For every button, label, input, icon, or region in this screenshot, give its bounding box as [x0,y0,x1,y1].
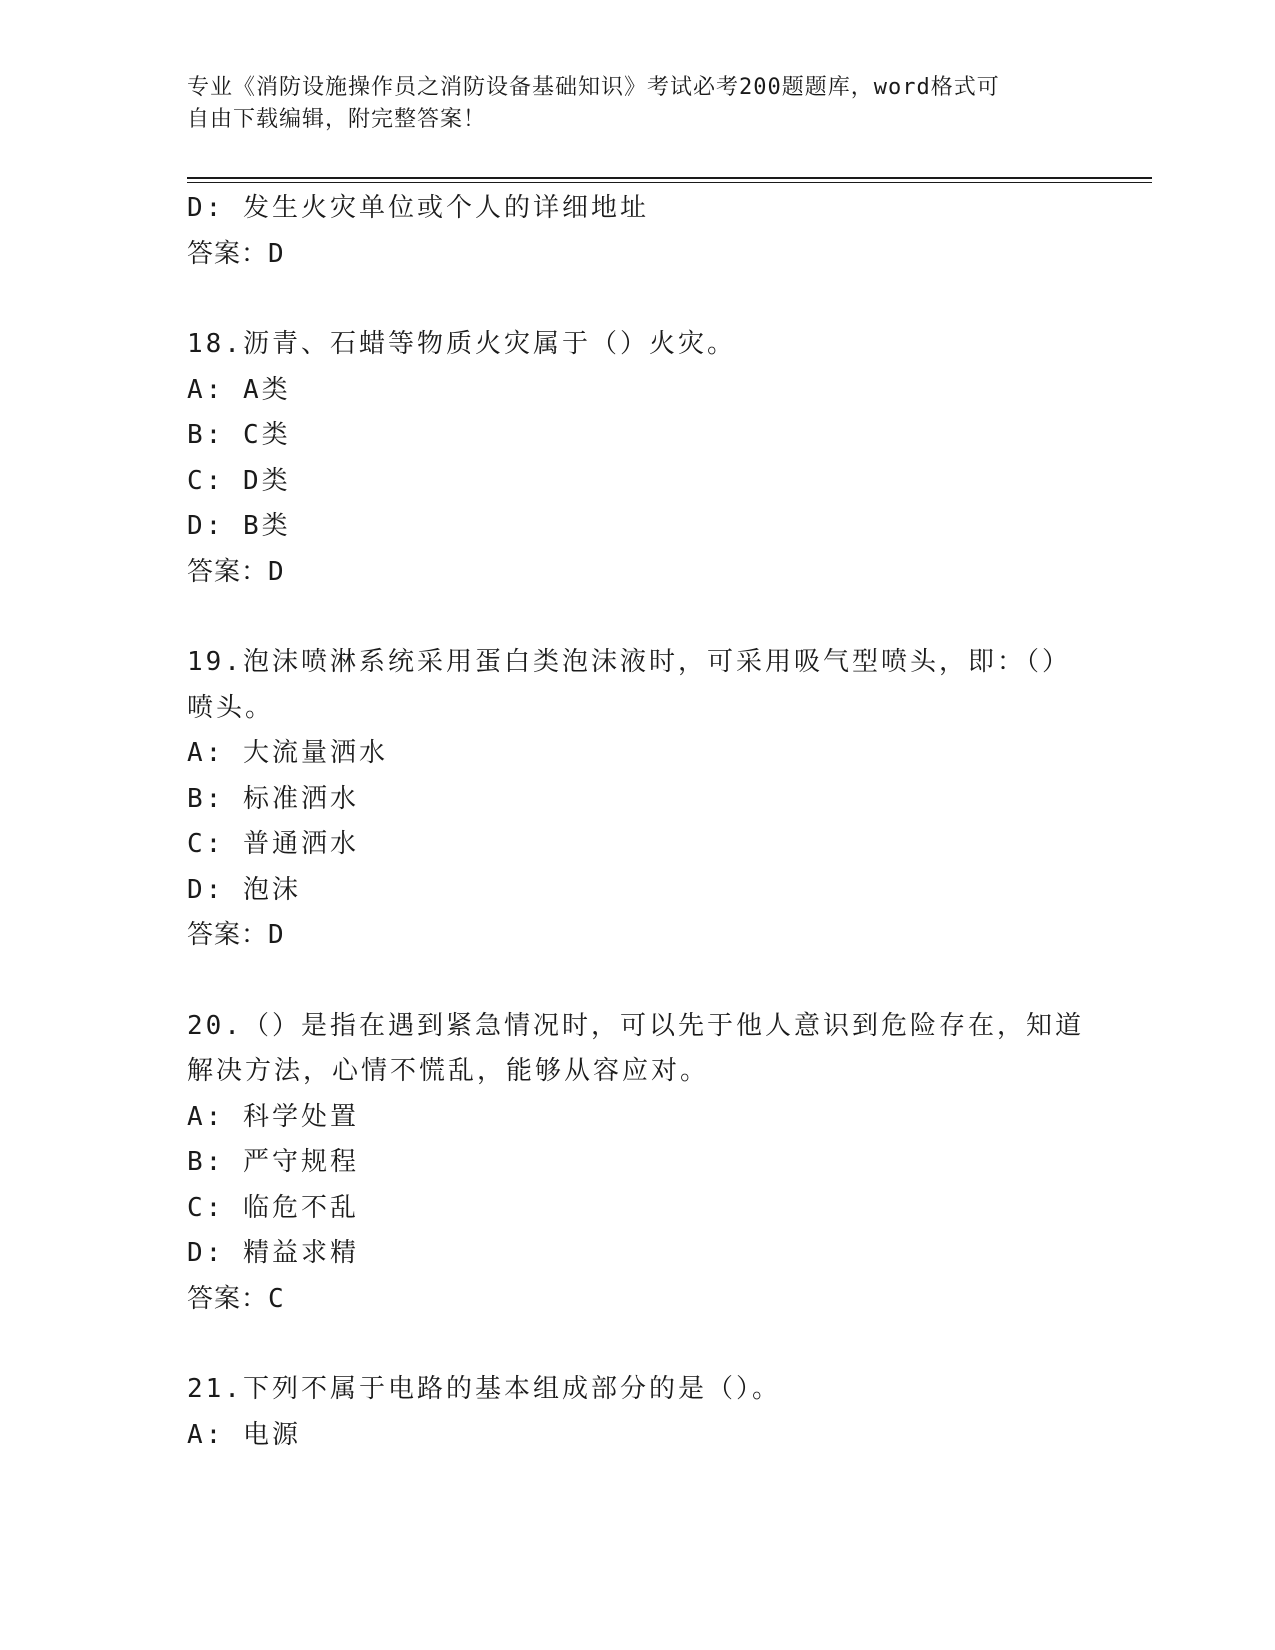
question-spacer [187,277,1152,322]
question-text: 21.下列不属于电路的基本组成部分的是（）。 [187,1374,781,1404]
answer-line: 答案：C [187,1283,285,1314]
answer-line: 答案：D [187,238,285,269]
option-line: A: 大流量洒水 [187,738,388,768]
question-text: 解决方法，心情不慌乱，能够从容应对。 [187,1056,710,1086]
question-spacer [187,1322,1152,1367]
option-line: D: 发生火灾单位或个人的详细地址 [187,193,649,223]
question-text: 喷头。 [187,692,275,723]
option-line: B: 标准洒水 [187,783,359,814]
header-divider-thin [187,182,1152,183]
option-line: C: D类 [187,465,291,496]
option-line: B: 严守规程 [187,1147,359,1177]
option-line: D: 精益求精 [187,1238,359,1268]
option-line: A: A类 [187,374,291,405]
question-spacer [187,959,1152,1004]
header-title-line-1: 专业《消防设施操作员之消防设备基础知识》考试必考200题题库，word格式可 [187,75,1000,100]
question-text: 18.沥青、石蜡等物质火灾属于（）火灾。 [187,329,736,359]
option-line: A: 电源 [187,1419,301,1450]
header-title-line-2: 自由下载编辑，附完整答案！ [187,107,487,132]
option-line: D: B类 [187,511,291,541]
option-line: B: C类 [187,420,291,450]
option-line: A: 科学处置 [187,1101,359,1132]
question-text: 19.泡沫喷淋系统采用蛋白类泡沫液时，可采用吸气型喷头，即：（） [187,647,1071,677]
question-text: 20.（）是指在遇到紧急情况时，可以先于他人意识到危险存在，知道 [187,1010,1084,1041]
option-line: C: 普通洒水 [187,829,359,859]
answer-line: 答案：D [187,920,285,950]
question-spacer [187,595,1152,640]
answer-line: 答案：D [187,556,285,587]
header-divider-thick [187,177,1152,179]
option-line: C: 临危不乱 [187,1192,359,1223]
question-list [187,186,1152,1458]
document-header [187,72,1067,136]
option-line: D: 泡沫 [187,874,301,905]
